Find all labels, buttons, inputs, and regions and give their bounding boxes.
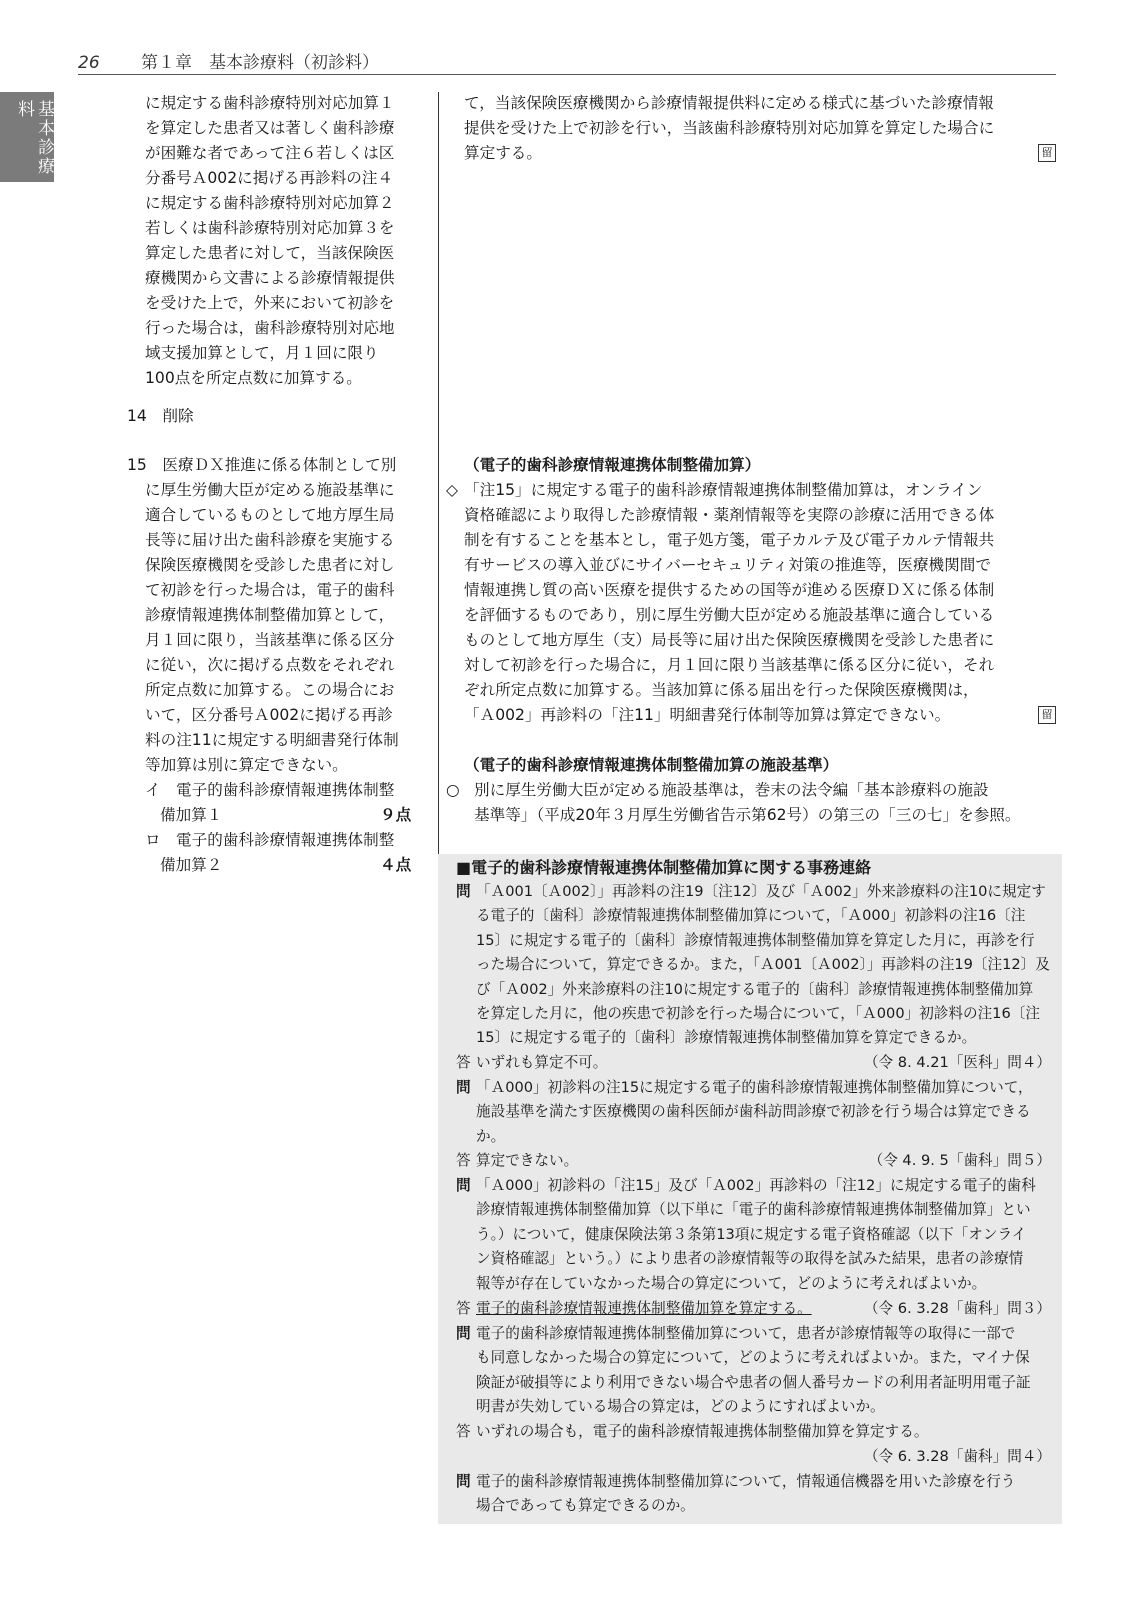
item-i-mark: イ bbox=[145, 781, 161, 799]
a4-text: いずれの場合も，電子的歯科診療情報連携体制整備加算を算定する。 bbox=[476, 1423, 929, 1440]
item-ro-mark: ロ bbox=[145, 831, 161, 849]
section1-text: 「注15」に規定する電子的歯科診療情報連携体制整備加算は，オンライン 資格確認により取得した診療情報・薬剤情報等を実際の診療に活用できる体 制を有することを基本とし，電子処方箋，電子カルテ及び電子カルテ情報共 有サービスの導入並びにサイバーセキュリティ対策の推進等，医療機関間で 情報連携し質の高い医療を提供するための国等が進める医療ＤＸに係る体制 を評価するものであり，別に厚生労働大臣が定める施設基準に適合している ものとして地方厚生（支）局長等に届け出た保険医療機関を受診した患者に 対して初診を行った場合に，月１回に限り当該基準に係る区分に従い，それ ぞれ所定点数に加算する。当該加算に係る届出を行った保険医療機関は， 「Ａ002」再診料の「注11」明細書発行体制等加算は算定できない。 bbox=[464, 481, 995, 724]
q2-label: 問 bbox=[456, 1079, 471, 1096]
a3-citation: （令 6. 3.28「歯科」問３） bbox=[863, 1300, 1051, 1317]
a1-label: 答 bbox=[456, 1054, 471, 1071]
item-i-points: ９点 bbox=[380, 806, 412, 824]
intro-text: て，当該保険医療機関から診療情報提供料に定める様式に基づいた診療情報 提供を受けた上で初診を行い，当該歯科診療特別対応加算を算定した場合に 算定する。 bbox=[464, 94, 995, 162]
qa-box-title: ■電子的歯科診療情報連携体制整備加算に関する事務連絡 bbox=[456, 858, 872, 877]
a4-citation: （令 6. 3.28「歯科」問４） bbox=[863, 1448, 1051, 1465]
diamond-bullet-icon: ◇ bbox=[446, 481, 458, 499]
q4-label: 問 bbox=[456, 1325, 471, 1342]
item-ro-label-line2: 備加算２ bbox=[160, 856, 223, 874]
running-header bbox=[78, 48, 379, 73]
q1-text: 「Ａ001〔Ａ002〕」再診料の注19〔注12〕及び「Ａ002」外来診療料の注10に規定す る電子的〔歯科〕診療情報連携体制整備加算について，「Ａ000」初診料の注16〔注 15〕に規定する電子的〔歯科〕診療情報連携体制整備加算を算定した月に，再診を行 った場合について，算定できるか。また，「Ａ001〔Ａ002〕」再診料の注19〔注12〕及 び「Ａ002」外来診療料の注10に規定する電子的〔歯科〕診療情報連携体制整備加算 を算定した月に，他の疾患で初診を行った場合について，「Ａ000」初診料の注16〔注 15〕に規定する電子的〔歯科〕診療情報連携体制整備加算を算定できるか。 bbox=[476, 883, 1050, 1047]
item-ro-points: ４点 bbox=[380, 856, 412, 874]
side-tab bbox=[0, 92, 54, 182]
a4-label: 答 bbox=[456, 1423, 471, 1440]
q5-text: 電子的歯科診療情報連携体制整備加算について，情報通信機器を用いた診療を行う 場合であっても算定できるのか。 bbox=[476, 1473, 1016, 1515]
a1-citation: （令 8. 4.21「医科」問４） bbox=[863, 1054, 1051, 1071]
section1-heading: （電子的歯科診療情報連携体制整備加算） bbox=[464, 456, 761, 474]
section2-heading: （電子的歯科診療情報連携体制整備加算の施設基準） bbox=[464, 756, 839, 774]
q4-text: 電子的歯科診療情報連携体制整備加算について，患者が診療情報等の取得に一部で も同意しなかった場合の算定について，どのように考えればよいか。また，マイナ保 険証が破損等により利用できない場合や患者の個人番号カードの利用者証明用電子証 明書が失効している場合の算定は，どのようにすればよいか。 bbox=[476, 1325, 1031, 1416]
note14-text: 14 削除 bbox=[127, 407, 194, 425]
page-number: 26 bbox=[78, 53, 100, 73]
note15-text: に厚生労働大臣が定める施設基準に 適合しているものとして地方厚生局 長等に届け出た歯科診療を実施する 保険医療機関を受診した患者に対し て初診を行った場合は，電子的歯科 診療情報連携体制整備加算として， 月１回に限り，当該基準に係る区分 に従い，次に掲げる点数をそれぞれ 所定点数に加算する。この場合にお いて，区分番号Ａ002に掲げる再診 料の注11に規定する明細書発行体制 等加算は別に算定できない。 bbox=[145, 481, 399, 774]
zu-symbol-1: 留 bbox=[1038, 144, 1056, 162]
note15-first-line: 15 医療ＤＸ推進に係る体制として別 bbox=[127, 456, 397, 474]
q3-label: 問 bbox=[456, 1177, 471, 1194]
a2-label: 答 bbox=[456, 1152, 471, 1169]
circle-bullet-icon: ○ bbox=[446, 781, 460, 799]
q2-text: 「Ａ000」初診料の注15に規定する電子的歯科診療情報連携体制整備加算について， 施設基準を満たす医療機関の歯科医師が歯科訪問診療で初診を行う場合は算定できる か。 bbox=[476, 1079, 1033, 1145]
a2-citation: （令 4. 9. 5「歯科」問５） bbox=[868, 1152, 1051, 1169]
a3-text: 電子的歯科診療情報連携体制整備加算を算定する。 bbox=[476, 1300, 812, 1317]
a3-label: 答 bbox=[456, 1300, 471, 1317]
a1-text: いずれも算定不可。 bbox=[476, 1054, 608, 1071]
q1-label: 問 bbox=[456, 883, 471, 900]
zu-symbol-2: 留 bbox=[1038, 706, 1056, 724]
header-rule bbox=[78, 74, 1056, 75]
item-i-label-line1: 電子的歯科診療情報連携体制整 bbox=[176, 781, 395, 799]
item-ro-label-line1: 電子的歯科診療情報連携体制整 bbox=[176, 831, 395, 849]
a2-text: 算定できない。 bbox=[476, 1152, 579, 1169]
q5-label: 問 bbox=[456, 1473, 471, 1490]
q3-text: 「Ａ000」初診料の「注15」及び「Ａ002」再診料の「注12」に規定する電子的歯科 診療情報連携体制整備加算（以下単に「電子的歯科診療情報連携体制整備加算」とい う。）について，健康保険法第３条第13項に規定する電子資格確認（以下「オンライ ン資格確認」という。）により患者の診療情報等の取得を試みた結果，患者の診療情 報等が存在していなかった場合の算定について，どのように考えればよいか。 bbox=[476, 1177, 1036, 1292]
section2-text: 別に厚生労働大臣が定める施設基準は，巻末の法令編「基本診療料の施設 基準等」（平成20年３月厚生労働省告示第62号）の第三の「三の七」を参照。 bbox=[474, 781, 1021, 824]
chapter-title: 第１章 基本診療料（初診料） bbox=[141, 53, 380, 73]
item-i-label-line2: 備加算１ bbox=[160, 806, 223, 824]
note13-text: に規定する歯科診療特別対応加算１ を算定した患者又は著しく歯科診療 が困難な者であって注６若しくは区 分番号Ａ002に掲げる再診料の注４ に規定する歯科診療特別対応加算２ 若しくは歯科診療特別対応加算３を 算定した患者に対して，当該保険医 療機関から文書による診療情報提供 を受けた上で，外来において初診を 行った場合は，歯科診療特別対応地 域支援加算として，月１回に限り 100点を所定点数に加算する。 bbox=[145, 94, 395, 387]
side-tab-label: 基本診療料 bbox=[14, 100, 54, 176]
